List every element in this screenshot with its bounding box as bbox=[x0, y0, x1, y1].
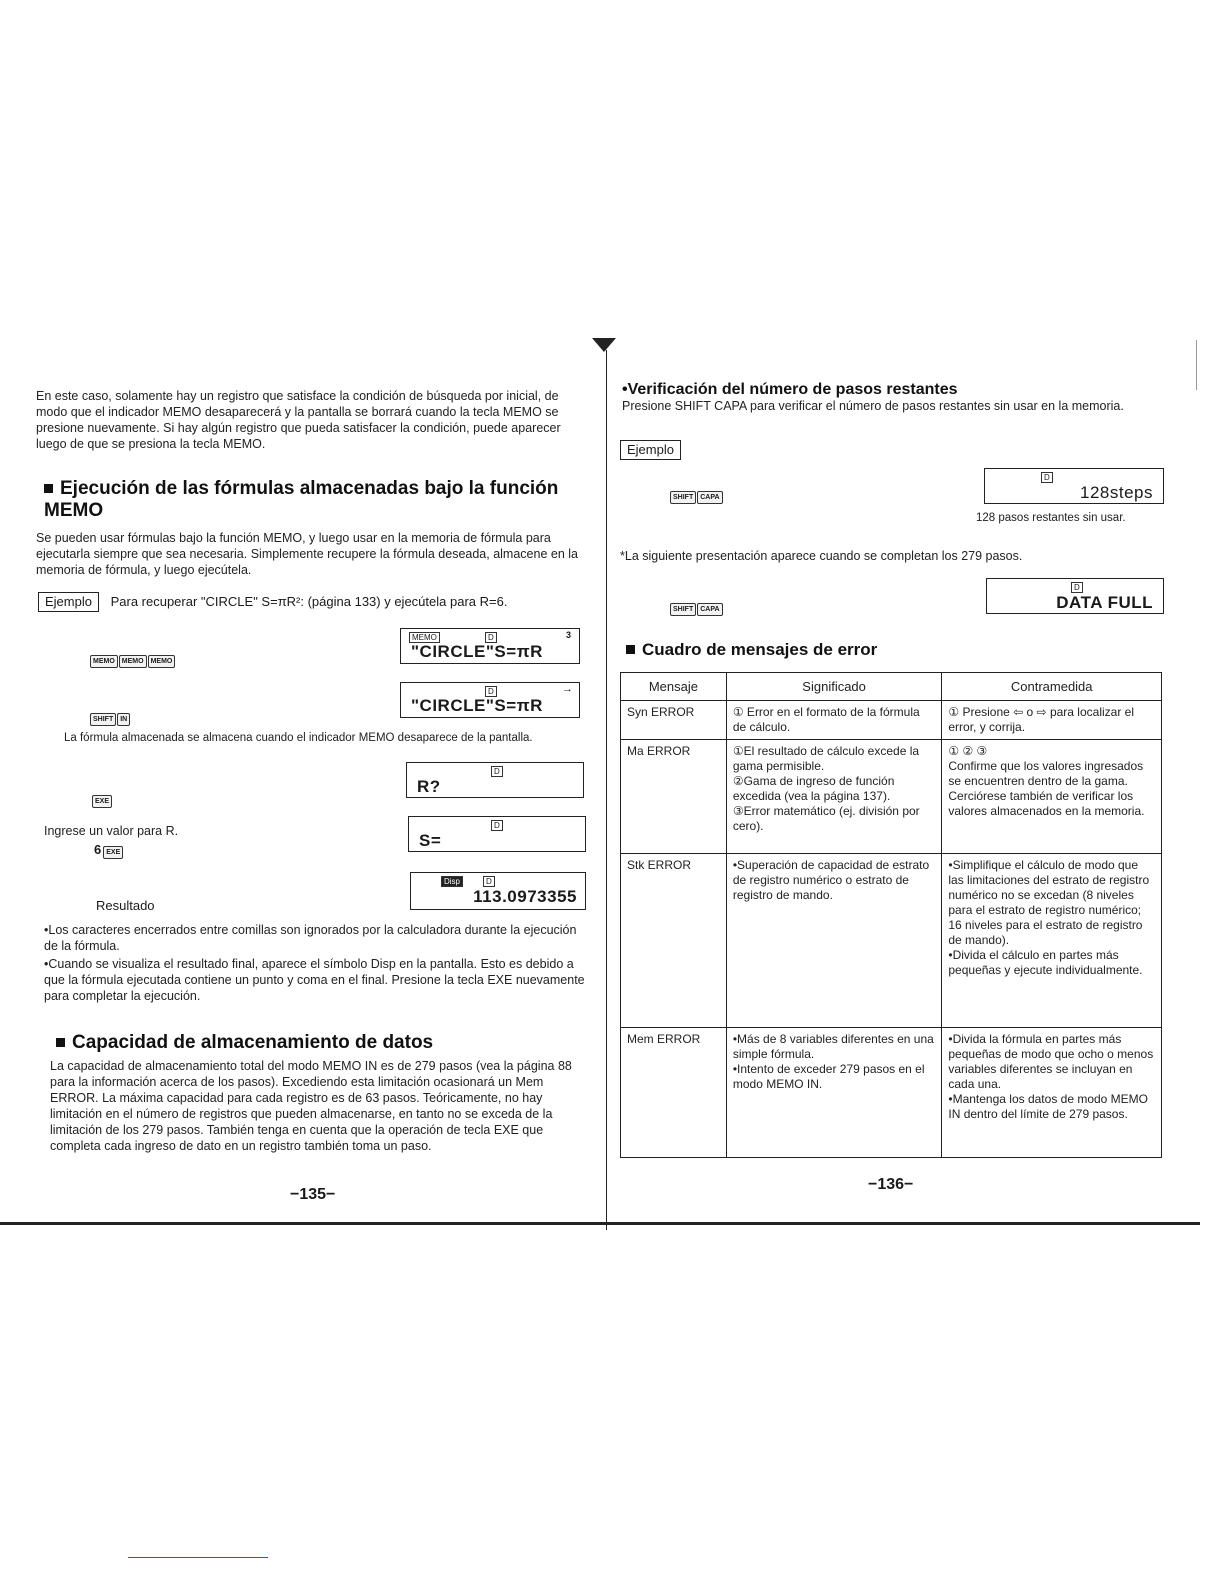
display-text: "CIRCLE"S=πR bbox=[411, 696, 543, 715]
display-text: S= bbox=[419, 831, 442, 850]
display-steps bbox=[984, 468, 1164, 504]
page-gutter bbox=[606, 350, 607, 1230]
table-row bbox=[621, 854, 1162, 1028]
display-full bbox=[986, 578, 1164, 614]
meaning-item: ①El resultado de cálculo excede la gama permisible. bbox=[732, 744, 920, 773]
display-text: 128steps bbox=[1080, 483, 1153, 502]
memo-indicator: MEMO bbox=[409, 632, 440, 643]
meaning-item: ②Gama de ingreso de función excedida (vea la página 137). bbox=[732, 774, 895, 803]
bottom-rule bbox=[0, 1222, 1200, 1225]
error-table bbox=[620, 672, 1162, 1158]
display-text: DATA FULL bbox=[1056, 593, 1153, 612]
meaning-item: ① Error en el formato de la fórmula de cálculo. bbox=[732, 705, 920, 734]
error-code: Syn ERROR bbox=[621, 701, 727, 740]
d-indicator: D bbox=[485, 632, 497, 643]
memo-key[interactable]: MEMO bbox=[119, 655, 147, 668]
example-line-right bbox=[620, 440, 681, 460]
error-code: Stk ERROR bbox=[621, 854, 727, 1028]
section-title-text: Capacidad de almacenamiento de datos bbox=[72, 1032, 434, 1053]
memo-key[interactable]: MEMO bbox=[148, 655, 176, 668]
cursor-indicator: 3 bbox=[565, 630, 571, 640]
display-step1 bbox=[400, 628, 580, 664]
square-bullet-icon bbox=[626, 645, 635, 654]
disp-indicator: Disp bbox=[441, 876, 463, 887]
section-title-errors bbox=[626, 640, 1166, 659]
d-indicator: D bbox=[483, 876, 495, 887]
error-action bbox=[942, 701, 1162, 740]
example-keys bbox=[670, 486, 724, 504]
stored-note: La fórmula almacenada se almacena cuando el indicador MEMO desaparece de la pantalla. bbox=[64, 732, 533, 744]
action-item: ① Presione ⇦ o ⇨ para localizar el error, y corrija. bbox=[948, 705, 1134, 734]
table-row bbox=[621, 1028, 1162, 1158]
action-item: ① ② ③ bbox=[948, 744, 988, 758]
action-item: •Simplifique el cálculo de modo que las limitaciones del estrato de registro numérico no se excedan (8 niveles para el estrato de registro numérico; 16 niveles para el estrato de registro de mando). bbox=[948, 858, 1150, 947]
error-code: Ma ERROR bbox=[621, 740, 727, 854]
meaning-item: •Más de 8 variables diferentes en una simple fórmula. bbox=[732, 1032, 934, 1061]
shift-key[interactable]: SHIFT bbox=[90, 713, 116, 726]
page-number-right: −136− bbox=[868, 1176, 914, 1193]
error-meaning bbox=[726, 1028, 942, 1158]
header-action: Contramedida bbox=[942, 673, 1162, 701]
result-label: Resultado bbox=[96, 898, 155, 913]
error-meaning bbox=[726, 740, 942, 854]
action-item: •Divida la fórmula en partes más pequeñas de modo que ocho o menos variables diferentes se incluyan en cada una. bbox=[948, 1032, 1154, 1091]
d-indicator: D bbox=[491, 766, 503, 777]
error-action bbox=[942, 854, 1162, 1028]
step4-label: Ingrese un valor para R. bbox=[44, 824, 179, 838]
table-header-row bbox=[621, 673, 1162, 701]
step3-keys bbox=[92, 790, 113, 808]
example-label: Ejemplo bbox=[620, 440, 681, 460]
right-arrow-icon: → bbox=[562, 683, 573, 695]
shift-key[interactable]: SHIFT bbox=[670, 491, 696, 504]
d-indicator: D bbox=[491, 820, 503, 831]
display-result bbox=[410, 872, 586, 910]
section-title-capacity bbox=[56, 1032, 596, 1054]
step1-keys bbox=[90, 650, 176, 668]
in-key[interactable]: IN bbox=[117, 713, 130, 726]
square-bullet-icon bbox=[44, 484, 53, 493]
error-meaning bbox=[726, 701, 942, 740]
section-title-text: Cuadro de mensajes de error bbox=[642, 640, 878, 659]
table-row bbox=[621, 701, 1162, 740]
memo-key[interactable]: MEMO bbox=[90, 655, 118, 668]
page-number-left: −135− bbox=[290, 1186, 336, 1203]
note-quotes: •Los caracteres encerrados entre comillas son ignorados por la calculadora durante la ejecución de la fórmula. bbox=[44, 923, 577, 953]
section-title-text: Ejecución de las fórmulas almacenadas bajo la función MEMO bbox=[44, 478, 559, 521]
meaning-item: •Superación de capacidad de estrato de registro numérico o estrato de registro de mando. bbox=[732, 858, 930, 902]
capa-key[interactable]: CAPA bbox=[697, 491, 722, 504]
error-code: Mem ERROR bbox=[621, 1028, 727, 1158]
header-meaning: Significado bbox=[726, 673, 942, 701]
display-step4 bbox=[408, 816, 586, 852]
note-disp: •Cuando se visualiza el resultado final, aparece el símbolo Disp en la pantalla. Esto es debido a que la fórmula ejecutada contiene un punto y coma en el final. Presione la tecla EXE nuevamente para completar la ejecución. bbox=[44, 957, 585, 1003]
gutter-marker-icon bbox=[592, 338, 616, 352]
steps-caption: 128 pasos restantes sin usar. bbox=[976, 512, 1126, 524]
meaning-item: ③Error matemático (ej. división por cero). bbox=[732, 804, 920, 833]
shift-key[interactable]: SHIFT bbox=[670, 603, 696, 616]
header-message: Mensaje bbox=[621, 673, 727, 701]
display-step3 bbox=[406, 762, 584, 798]
capa-key[interactable]: CAPA bbox=[697, 603, 722, 616]
error-action bbox=[942, 740, 1162, 854]
display-text: "CIRCLE"S=πR bbox=[411, 642, 543, 661]
d-indicator: D bbox=[485, 686, 497, 697]
step2-keys bbox=[90, 708, 131, 726]
d-indicator: D bbox=[1041, 472, 1053, 483]
intro-paragraph: En este caso, solamente hay un registro que satisface la condición de búsqueda por inicial, de modo que el indicador MEMO desaparecerá y la pantalla se borrará cuando la tecla MEMO se presione nuevamente. Si hay algún registro que pueda satisfacer la condición, puede aparecer luego de que se presiona la tecla MEMO. bbox=[36, 389, 561, 451]
error-meaning bbox=[726, 854, 942, 1028]
display-text: R? bbox=[417, 777, 441, 796]
example-text: Para recuperar "CIRCLE" S=πR²: (página 133) y ejecútela para R=6. bbox=[110, 594, 508, 609]
full-keys bbox=[670, 598, 724, 616]
example-label: Ejemplo bbox=[38, 592, 99, 612]
section-body-capacity: La capacidad de almacenamiento total del modo MEMO IN es de 279 pasos (vea la página 88 para la información acerca de los pasos). Excediendo esta limitación ocasionará un Mem ERROR. La máxima capacidad para cada registro es de 63 pasos. Teóricamente, no hay limitación en el número de registros que pueden almacenarse, en tanto no se exceda de la limitación de los 279 pasos. También tenga en cuenta que la operación de tecla EXE que completa cada ingreso de dato en un registro también toma un paso. bbox=[50, 1059, 572, 1153]
scan-artifact-line bbox=[128, 1557, 268, 1558]
meaning-item: •Intento de exceder 279 pasos en el modo MEMO IN. bbox=[732, 1062, 925, 1091]
action-item: •Mantenga los datos de modo MEMO IN dentro del límite de 279 pasos. bbox=[948, 1092, 1149, 1121]
example-line bbox=[38, 592, 578, 612]
exe-key[interactable]: EXE bbox=[103, 846, 123, 859]
error-action bbox=[942, 1028, 1162, 1158]
digit-key[interactable]: 6 bbox=[94, 842, 102, 857]
section-body-steps: Presione SHIFT CAPA para verificar el número de pasos restantes sin usar en la memoria. bbox=[622, 399, 1124, 413]
step4-keys bbox=[94, 842, 124, 859]
full-note: *La siguiente presentación aparece cuando se completan los 279 pasos. bbox=[620, 549, 1023, 563]
d-indicator: D bbox=[1071, 582, 1083, 593]
result-value: 113.0973355 bbox=[473, 887, 577, 906]
display-step2 bbox=[400, 682, 580, 718]
action-item: Confirme que los valores ingresados se encuentren dentro de la gama. Cerciórese también de verificar los valores almacenados en la memoria. bbox=[948, 759, 1145, 818]
section-title-execution bbox=[44, 478, 584, 522]
action-item: •Divida el cálculo en partes más pequeñas y ejecute individualmente. bbox=[948, 948, 1143, 977]
exe-key[interactable]: EXE bbox=[92, 795, 112, 808]
square-bullet-icon bbox=[56, 1038, 65, 1047]
section-body-execution: Se pueden usar fórmulas bajo la función MEMO, y luego usar en la memoria de fórmula para ejecutarla siempre que sea necesaria. Simplemente recupere la fórmula deseada, almacene en la memoria de fórmula, y luego ejecútela. bbox=[36, 531, 578, 577]
section-title-steps: •Verificación del número de pasos restantes bbox=[622, 381, 958, 398]
right-margin-mark bbox=[1196, 340, 1197, 390]
table-row bbox=[621, 740, 1162, 854]
